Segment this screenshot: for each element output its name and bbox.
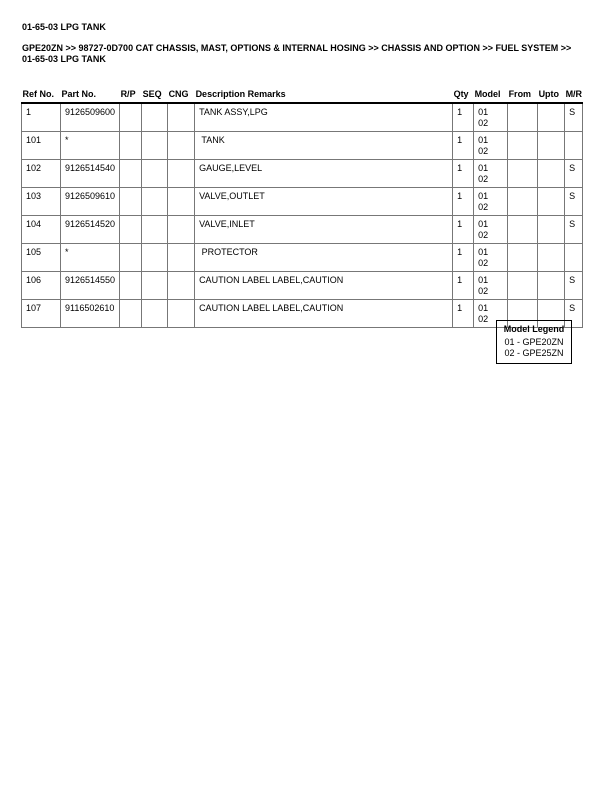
- model-header: Model: [474, 86, 508, 103]
- model-code: 02: [478, 314, 489, 324]
- ref-no-cell: 106: [22, 272, 61, 300]
- model-code: 01: [478, 191, 489, 201]
- mr-cell: [565, 244, 583, 272]
- model-code: 02: [478, 286, 489, 296]
- cng-cell: [168, 103, 195, 132]
- table-row: [22, 103, 583, 132]
- table-row: [22, 188, 583, 216]
- cng-cell: [168, 188, 195, 216]
- ref-no-header: Ref No.: [22, 86, 61, 103]
- ref-no-cell: 1: [22, 103, 61, 132]
- upto-cell: [538, 244, 565, 272]
- mr-cell: S: [565, 300, 583, 328]
- ref-no-cell: 101: [22, 132, 61, 160]
- model-code: 01: [478, 163, 489, 173]
- cng-cell: [168, 160, 195, 188]
- qty-cell: 1: [453, 160, 474, 188]
- rp-cell: [120, 103, 142, 132]
- table-row: [22, 160, 583, 188]
- model-legend: [496, 320, 572, 364]
- mr-cell: S: [565, 272, 583, 300]
- qty-cell: 1: [453, 216, 474, 244]
- description-cell: TANK ASSY,LPG: [195, 103, 453, 132]
- model-code: 02: [478, 258, 489, 268]
- qty-cell: 1: [453, 244, 474, 272]
- ref-no-cell: 105: [22, 244, 61, 272]
- model-cell: [474, 160, 508, 188]
- description-cell: VALVE,OUTLET: [195, 188, 453, 216]
- model-code: 01: [478, 303, 489, 313]
- table-row: [22, 272, 583, 300]
- breadcrumb: GPE20ZN >> 98727-0D700 CAT CHASSIS, MAST, OPTIONS & INTERNAL HOSING >> CHASSIS AND OPTION >> FUEL SYSTEM >> 01-65-03 LPG TANK: [22, 43, 572, 64]
- qty-cell: 1: [453, 188, 474, 216]
- rp-cell: [120, 216, 142, 244]
- parts-table: [21, 86, 583, 328]
- mr-header: M/R: [565, 86, 583, 103]
- description-cell: CAUTION LABEL LABEL,CAUTION: [195, 272, 453, 300]
- model-cell: [474, 188, 508, 216]
- model-code: 02: [478, 202, 489, 212]
- seq-cell: [142, 188, 168, 216]
- part-no-cell: 9126514520: [61, 216, 120, 244]
- description-cell: VALVE,INLET: [195, 216, 453, 244]
- qty-cell: 1: [453, 272, 474, 300]
- cng-header: CNG: [168, 86, 195, 103]
- model-code: 02: [478, 146, 489, 156]
- model-cell: [474, 132, 508, 160]
- upto-cell: [538, 103, 565, 132]
- cng-cell: [168, 216, 195, 244]
- from-cell: [508, 160, 538, 188]
- description-cell: PROTECTOR: [195, 244, 453, 272]
- table-row: [22, 216, 583, 244]
- qty-cell: 1: [453, 132, 474, 160]
- model-cell: [474, 103, 508, 132]
- from-cell: [508, 216, 538, 244]
- seq-cell: [142, 160, 168, 188]
- model-code: 01: [478, 107, 489, 117]
- rp-cell: [120, 300, 142, 328]
- description-cell: TANK: [195, 132, 453, 160]
- upto-header: Upto: [538, 86, 565, 103]
- part-no-cell: 9116502610: [61, 300, 120, 328]
- model-cell: [474, 244, 508, 272]
- model-code: 01: [478, 135, 489, 145]
- cng-cell: [168, 300, 195, 328]
- seq-header: SEQ: [142, 86, 168, 103]
- table-body: [22, 103, 583, 328]
- part-no-header: Part No.: [61, 86, 120, 103]
- rp-cell: [120, 160, 142, 188]
- rp-cell: [120, 244, 142, 272]
- ref-no-cell: 104: [22, 216, 61, 244]
- part-no-cell: *: [61, 132, 120, 160]
- mr-cell: [565, 132, 583, 160]
- page-title: 01-65-03 LPG TANK: [22, 22, 106, 32]
- part-no-cell: 9126514550: [61, 272, 120, 300]
- upto-cell: [538, 132, 565, 160]
- upto-cell: [538, 216, 565, 244]
- from-header: From: [508, 86, 538, 103]
- seq-cell: [142, 244, 168, 272]
- rp-cell: [120, 272, 142, 300]
- model-code: 01: [478, 219, 489, 229]
- seq-cell: [142, 216, 168, 244]
- part-no-cell: *: [61, 244, 120, 272]
- seq-cell: [142, 132, 168, 160]
- ref-no-cell: 107: [22, 300, 61, 328]
- part-no-cell: 9126514540: [61, 160, 120, 188]
- rp-cell: [120, 132, 142, 160]
- qty-cell: 1: [453, 300, 474, 328]
- mr-cell: S: [565, 216, 583, 244]
- from-cell: [508, 272, 538, 300]
- rp-cell: [120, 188, 142, 216]
- cng-cell: [168, 132, 195, 160]
- from-cell: [508, 103, 538, 132]
- legend-item: 01 - GPE20ZN: [504, 337, 564, 347]
- seq-cell: [142, 300, 168, 328]
- qty-cell: 1: [453, 103, 474, 132]
- legend-item: 02 - GPE25ZN: [504, 348, 564, 358]
- model-code: 02: [478, 174, 489, 184]
- upto-cell: [538, 272, 565, 300]
- model-code: 01: [478, 275, 489, 285]
- from-cell: [508, 188, 538, 216]
- upto-cell: [538, 188, 565, 216]
- ref-no-cell: 103: [22, 188, 61, 216]
- ref-no-cell: 102: [22, 160, 61, 188]
- cng-cell: [168, 244, 195, 272]
- from-cell: [508, 244, 538, 272]
- seq-cell: [142, 103, 168, 132]
- model-cell: [474, 216, 508, 244]
- model-code: 02: [478, 118, 489, 128]
- upto-cell: [538, 160, 565, 188]
- cng-cell: [168, 272, 195, 300]
- rp-header: R/P: [120, 86, 142, 103]
- description-cell: GAUGE,LEVEL: [195, 160, 453, 188]
- part-no-cell: 9126509610: [61, 188, 120, 216]
- mr-cell: S: [565, 160, 583, 188]
- model-code: 02: [478, 230, 489, 240]
- mr-cell: S: [565, 188, 583, 216]
- qty-header: Qty: [453, 86, 474, 103]
- from-cell: [508, 132, 538, 160]
- table-row: [22, 244, 583, 272]
- seq-cell: [142, 272, 168, 300]
- description-cell: CAUTION LABEL LABEL,CAUTION: [195, 300, 453, 328]
- model-code: 01: [478, 247, 489, 257]
- part-no-cell: 9126509600: [61, 103, 120, 132]
- legend-title: Model Legend: [503, 324, 565, 334]
- table-row: [22, 132, 583, 160]
- description-header: Description Remarks: [195, 86, 453, 103]
- table-header: [22, 86, 583, 103]
- mr-cell: S: [565, 103, 583, 132]
- model-cell: [474, 272, 508, 300]
